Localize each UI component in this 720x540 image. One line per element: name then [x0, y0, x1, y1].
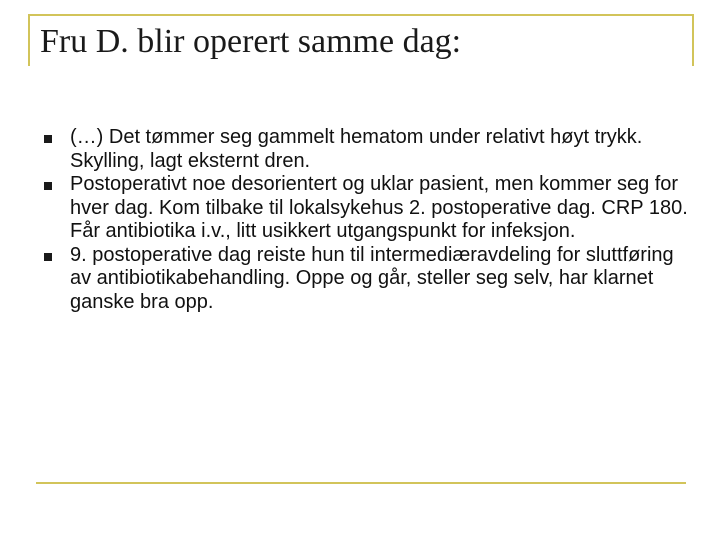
bullet-item-2 [44, 173, 694, 244]
title-frame-left-line [28, 14, 30, 66]
square-bullet-icon [44, 253, 52, 261]
footer-divider-line [36, 482, 686, 484]
bullet-list [44, 126, 694, 314]
bullet-item-3 [44, 244, 694, 315]
bullet-text: (…) Det tømmer seg gammelt hematom under relativt høyt trykk. Skylling, lagt eksternt dren. [70, 126, 643, 172]
bullet-text: 9. postoperative dag reiste hun til intermediæravdeling for sluttføring av antibiotikabehandling. Oppe og går, steller seg selv, har klarnet ganske bra opp. [70, 243, 674, 313]
square-bullet-icon [44, 182, 52, 190]
bullet-item-1 [44, 126, 694, 173]
title-frame-right-line [692, 14, 694, 66]
slide-title: Fru D. blir operert samme dag: [40, 23, 462, 60]
bullet-text: Postoperativt noe desorientert og uklar pasient, men kommer seg for hver dag. Kom tilbake til lokalsykehus 2. postoperative dag. CRP 180. Får antibiotika i.v., litt usikkert utgangspunkt for infeksjon. [70, 173, 688, 242]
square-bullet-icon [44, 135, 52, 143]
title-frame-top-line [28, 14, 694, 16]
